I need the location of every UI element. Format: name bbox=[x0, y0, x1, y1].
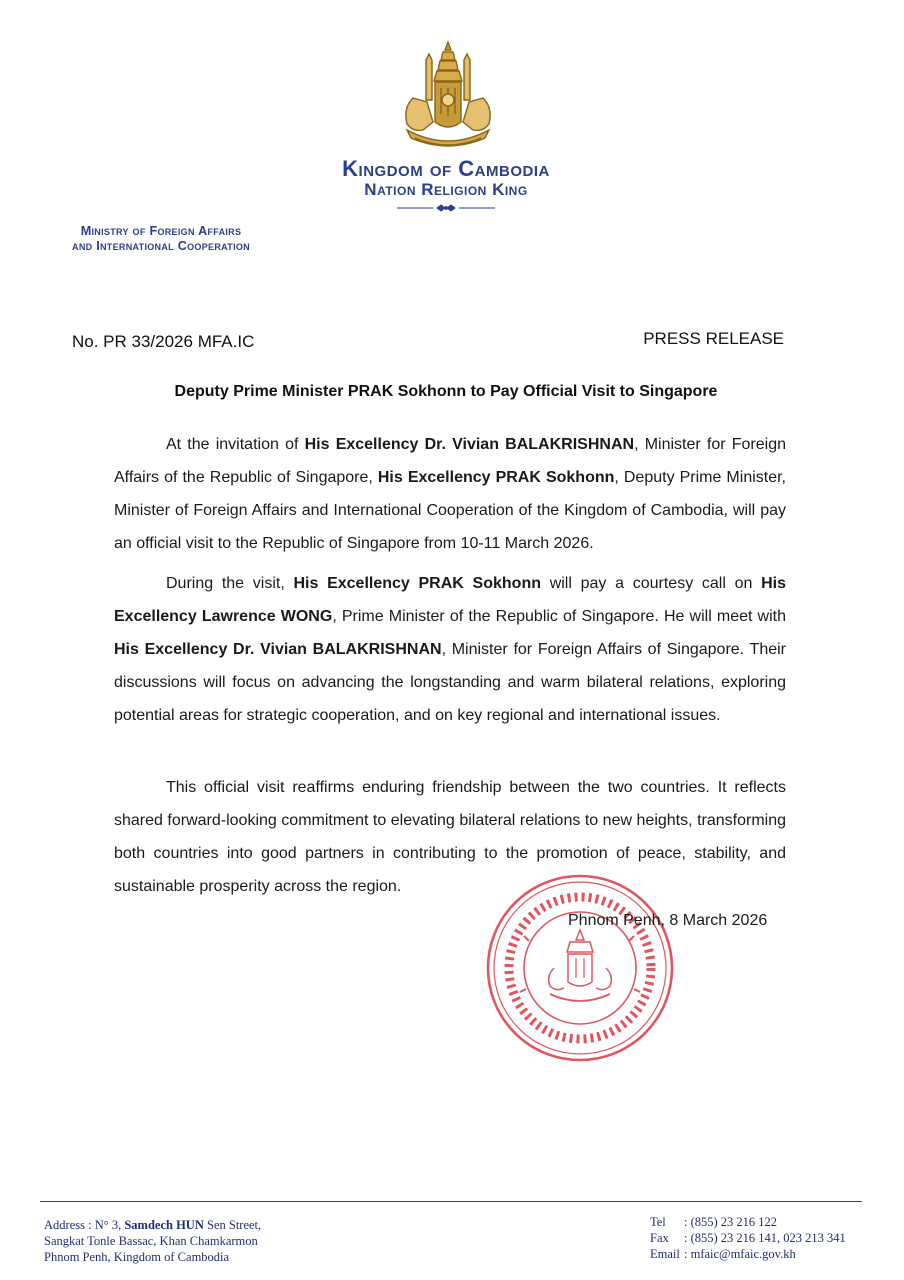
divider-ornament-icon bbox=[397, 202, 495, 214]
address-line-1 bbox=[44, 1217, 261, 1233]
fax-label: Fax bbox=[650, 1231, 669, 1245]
p1-text-2: , Minister for Foreign Affairs of the Republic of Singapore, bbox=[114, 436, 786, 486]
address-suffix: Sen Street, bbox=[203, 1218, 262, 1232]
p2-text-2: will pay a courtesy call on bbox=[541, 575, 762, 592]
p2-text-3: , Prime Minister of the Republic of Singapore. He will meet with bbox=[332, 608, 787, 625]
p1-text-1: At the invitation of bbox=[166, 436, 305, 453]
p2-bold-3: His Excellency Dr. Vivian BALAKRISHNAN bbox=[114, 641, 442, 658]
address-prefix: Address : N° 3, bbox=[44, 1218, 125, 1232]
email-link[interactable]: : mfaic@mfaic.gov.kh bbox=[684, 1247, 796, 1261]
place-and-date: Phnom Penh, 8 March 2026 bbox=[568, 912, 768, 929]
press-release-title: Deputy Prime Minister PRAK Sokhonn to Pay Official Visit to Singapore bbox=[174, 383, 718, 400]
kingdom-title: Kingdom of Cambodia bbox=[342, 156, 550, 181]
fax-value: : (855) 23 216 141, 023 213 341 bbox=[684, 1231, 846, 1245]
email-label: Email bbox=[650, 1247, 680, 1261]
p1-text-3: , Deputy Prime Minister, Minister of Foreign Affairs and International Cooperation of the Kingdom of Cambodia, will pay an official visit to the Republic of Singapore from 10-11 March 2026. bbox=[114, 469, 786, 552]
p2-bold-2: His Excellency Lawrence WONG bbox=[114, 575, 787, 625]
tel-value: : (855) 23 216 122 bbox=[684, 1215, 778, 1229]
footer-contact bbox=[650, 1214, 846, 1262]
address-street-bold: Samdech HUN bbox=[124, 1218, 204, 1232]
p1-bold-2: His Excellency PRAK Sokhonn bbox=[377, 469, 615, 486]
ministry-name-line2: and International Cooperation bbox=[72, 239, 250, 253]
paragraph-1 bbox=[114, 428, 786, 560]
official-seal-icon bbox=[484, 872, 676, 1064]
p2-text-1: During the visit, bbox=[166, 575, 294, 592]
paragraph-2 bbox=[114, 567, 786, 732]
footer-address bbox=[44, 1217, 261, 1265]
email-row[interactable] bbox=[650, 1246, 846, 1262]
p1-bold-1: His Excellency Dr. Vivian BALAKRISHNAN bbox=[304, 436, 635, 453]
address-line-2: Sangkat Tonle Bassac, Khan Chamkarmon bbox=[44, 1234, 258, 1248]
tel-label: Tel bbox=[650, 1215, 666, 1229]
p2-bold-1: His Excellency PRAK Sokhonn bbox=[293, 575, 541, 592]
footer-divider bbox=[40, 1201, 862, 1202]
royal-coat-of-arms-icon bbox=[393, 40, 503, 152]
fax-row bbox=[650, 1230, 846, 1246]
national-motto: Nation Religion King bbox=[364, 180, 528, 199]
address-line-3: Phnom Penh, Kingdom of Cambodia bbox=[44, 1250, 230, 1264]
paragraph-3 bbox=[114, 771, 786, 903]
ministry-name-line1: Ministry of Foreign Affairs bbox=[80, 224, 242, 238]
tel-row bbox=[650, 1214, 846, 1230]
p2-text-4: , Minister for Foreign Affairs of Singapore. Their discussions will focus on advancing the longstanding and warm bilateral relations, exploring potential areas for strategic cooperation, and on key regional and international issues. bbox=[114, 641, 787, 724]
reference-number: No. PR 33/2026 MFA.IC bbox=[72, 332, 255, 351]
p3-text: This official visit reaffirms enduring friendship between the two countries. It reflects shared forward-looking commitment to elevating bilateral relations to new heights, transforming both countries into good partners in contributing to the promotion of peace, stability, and sustainable prosperity across the region. bbox=[114, 779, 786, 895]
document-type-label: PRESS RELEASE bbox=[643, 329, 784, 348]
